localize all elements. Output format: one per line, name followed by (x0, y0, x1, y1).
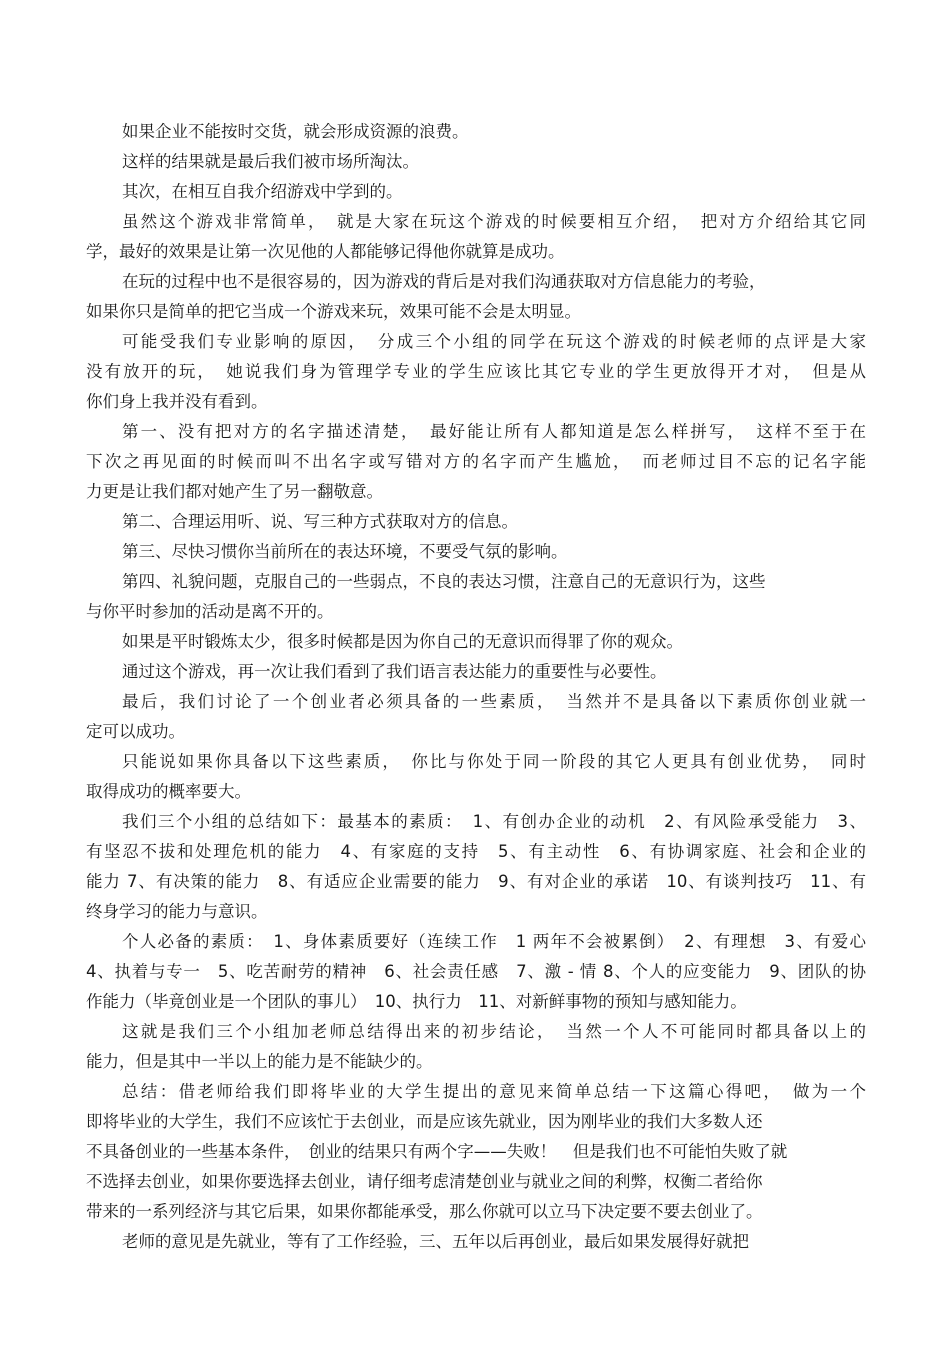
text-line: 不选择去创业，如果你要选择去创业，请仔细考虑清楚创业与就业之间的利弊，权衡二者给你 (86, 1172, 763, 1191)
text-line: 没有放开的玩， 她说我们身为管理学专业的学生应该比其它专业的学生更放得开才对， 但是从 (86, 362, 866, 381)
text-line: 即将毕业的大学生，我们不应该忙于去创业，而是应该先就业，因为刚毕业的我们大多数人还 (86, 1112, 763, 1131)
text-line: 不具备创业的一些基本条件， 创业的结果只有两个字——失败！ 但是我们也不可能怕失败了就 (86, 1142, 788, 1161)
text-line: 如果是平时锻炼太少，很多时候都是因为你自己的无意识而得罪了你的观众。 (122, 632, 683, 651)
text-line: 能力，但是其中一半以上的能力是不能缺少的。 (86, 1052, 433, 1071)
text-line: 在玩的过程中也不是很容易的，因为游戏的背后是对我们沟通获取对方信息能力的考验， (122, 272, 766, 291)
text-line: 如果你只是简单的把它当成一个游戏来玩，效果可能不会是太明显。 (86, 302, 581, 321)
text-line: 终身学习的能力与意识。 (86, 902, 268, 921)
text-line: 总结：借老师给我们即将毕业的大学生提出的意见来简单总结一下这篇心得吧， 做为一个 (122, 1082, 866, 1101)
text-line: 我们三个小组的总结如下：最基本的素质： 1、有创办企业的动机 2、有风险承受能力 3、 (122, 812, 866, 831)
text-line: 第三、尽快习惯你当前所在的表达环境，不要受气氛的影响。 (122, 542, 568, 561)
text-line: 取得成功的概率要大。 (86, 782, 251, 801)
text-line: 第四、礼貌问题，克服自己的一些弱点，不良的表达习惯，注意自己的无意识行为，这些 (122, 572, 766, 591)
text-line: 你们身上我并没有看到。 (86, 392, 268, 411)
text-line: 老师的意见是先就业，等有了工作经验，三、五年以后再创业，最后如果发展得好就把 (122, 1232, 749, 1251)
text-line: 虽然这个游戏非常简单， 就是大家在玩这个游戏的时候要相互介绍， 把对方介绍给其它同 (122, 212, 866, 231)
text-line: 可能受我们专业影响的原因， 分成三个小组的同学在玩这个游戏的时候老师的点评是大家 (122, 332, 866, 351)
text-line: 有坚忍不拔和处理危机的能力 4、有家庭的支持 5、有主动性 6、有协调家庭、社会和企业的 (86, 842, 866, 861)
text-line: 能力 7、有决策的能力 8、有适应企业需要的能力 9、有对企业的承诺 10、有谈判技巧 11、有 (86, 872, 866, 891)
text-line: 通过这个游戏，再一次让我们看到了我们语言表达能力的重要性与必要性。 (122, 662, 667, 681)
text-line: 力更是让我们都对她产生了另一翻敬意。 (86, 482, 383, 501)
text-line: 其次，在相互自我介绍游戏中学到的。 (122, 182, 403, 201)
text-line: 第一、没有把对方的名字描述清楚， 最好能让所有人都知道是怎么样拼写， 这样不至于在 (122, 422, 866, 441)
text-line: 这样的结果就是最后我们被市场所淘汰。 (122, 152, 419, 171)
text-line: 作能力（毕竟创业是一个团队的事儿） 10、执行力 11、对新鲜事物的预知与感知能力。 (86, 992, 747, 1011)
text-line: 下次之再见面的时候而叫不出名字或写错对方的名字而产生尴尬， 而老师过目不忘的记名字能 (86, 452, 866, 471)
text-line: 4、执着与专一 5、吃苦耐劳的精神 6、社会责任感 7、激 - 情 8、个人的应变能力 9、团队的协 (86, 962, 866, 981)
text-line: 与你平时参加的活动是离不开的。 (86, 602, 334, 621)
text-line: 第二、合理运用听、说、写三种方式获取对方的信息。 (122, 512, 518, 531)
text-line: 带来的一系列经济与其它后果，如果你都能承受，那么你就可以立马下决定要不要去创业了。 (86, 1202, 763, 1221)
text-line: 个人必备的素质： 1、身体素质要好（连续工作 1 两年不会被累倒） 2、有理想 3、有爱心 (122, 932, 866, 951)
text-line: 最后，我们讨论了一个创业者必须具备的一些素质， 当然并不是具备以下素质你创业就一 (122, 692, 866, 711)
text-line: 这就是我们三个小组加老师总结得出来的初步结论， 当然一个人不可能同时都具备以上的 (122, 1022, 866, 1041)
text-line: 定可以成功。 (86, 722, 185, 741)
text-line: 只能说如果你具备以下这些素质， 你比与你处于同一阶段的其它人更具有创业优势， 同时 (122, 752, 866, 771)
text-line: 如果企业不能按时交货，就会形成资源的浪费。 (122, 122, 469, 141)
text-line: 学，最好的效果是让第一次见他的人都能够记得他你就算是成功。 (86, 242, 565, 261)
